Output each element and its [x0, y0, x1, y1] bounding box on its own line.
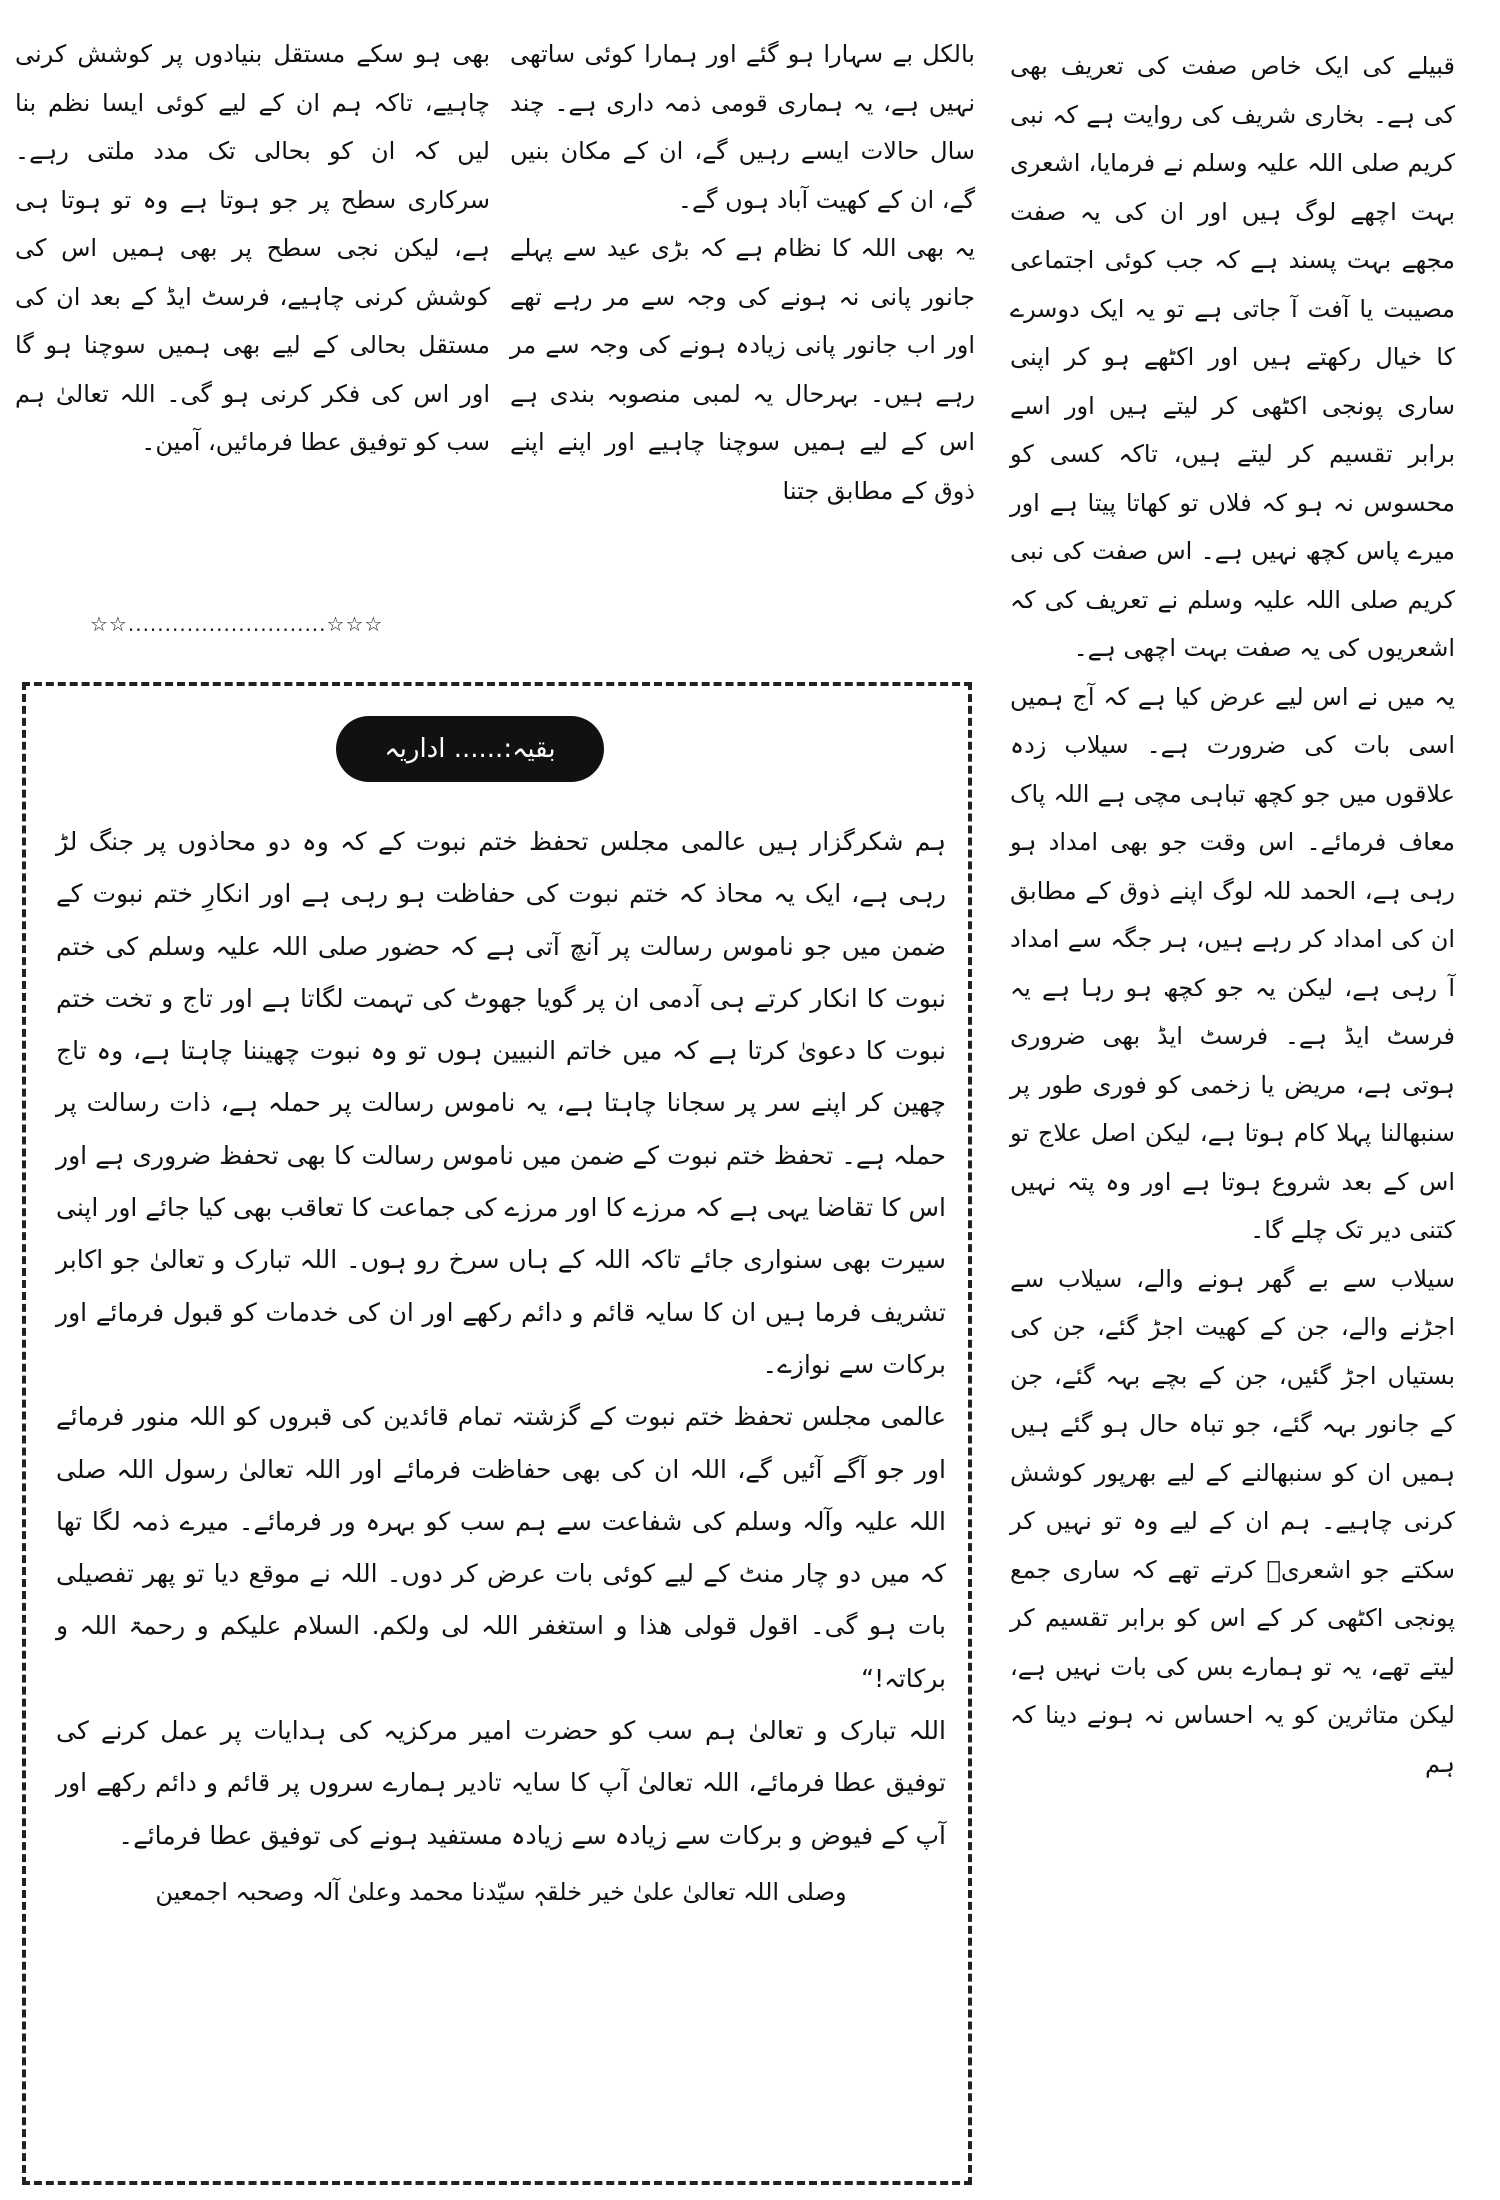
paragraph: ہم شکرگزار ہیں عالمی مجلس تحفظ ختم نبوت کے کہ وہ دو محاذوں پر جنگ لڑ رہی ہے، ایک یہ محاذ کہ ختم نبوت کی حفاظت ہو رہی ہے اور انکارِ ختم نبوت کے ضمن میں جو ناموس رسالت پر آنچ آتی ہے کہ حضور صلی اللہ علیہ وسلم کی ختم نبوت کا انکار کرتے ہی آدمی ان پر گویا جھوٹ کی تہمت لگاتا ہے اور تاج و تخت ختم نبوت کا دعویٰ کرتا ہے کہ میں خاتم النبیین ہوں تو وہ نبوت چھیننا چاہتا ہے، وہ تاج چھین کر اپنے سر پر سجانا چاہتا ہے، یہ ناموس رسالت پر حملہ ہے، ذات رسالت پر حملہ ہے۔ تحفظ ختم نبوت کے ضمن میں ناموس رسالت کا بھی تحفظ ضروری ہے اور اس کا تقاضا یہی ہے کہ مرزے کا اور مرزے کی جماعت کا تعاقب بھی کیا جائے اور اپنی سیرت بھی سنواری جائے تاکہ اللہ کے ہاں سرخ رو ہوں۔ اللہ تبارک و تعالیٰ جو اکابر تشریف فرما ہیں ان کا سایہ قائم و دائم رکھے اور ان کی خدمات کو قبول فرمائے اور برکات سے نوازے۔ [56, 827, 946, 1379]
article-column-left [15, 30, 490, 467]
editorial-badge: بقیہ:...... اداریہ [336, 716, 604, 782]
article-column-middle [510, 30, 975, 515]
paragraph: یہ میں نے اس لیے عرض کیا ہے کہ آج ہمیں اسی بات کی ضرورت ہے۔ سیلاب زدہ علاقوں میں جو کچھ تباہی مچی ہے اللہ پاک معاف فرمائے۔ اس وقت جو بھی امداد ہو رہی ہے، الحمد للہ لوگ اپنے ذوق کے مطابق ان کی امداد کر رہے ہیں، ہر جگہ سے امداد آ رہی ہے، لیکن یہ جو کچھ ہو رہا ہے یہ فرسٹ ایڈ ہے۔ فرسٹ ایڈ بھی ضروری ہوتی ہے، مریض یا زخمی کو فوری طور پر سنبھالنا پہلا کام ہوتا ہے، لیکن اصل علاج تو اس کے بعد شروع ہوتا ہے اور وہ پتہ نہیں کتنی دیر تک چلے گا۔ [1010, 682, 1455, 1244]
paragraph: بالکل بے سہارا ہو گئے اور ہمارا کوئی ساتھی نہیں ہے، یہ ہماری قومی ذمہ داری ہے۔ چند سال حالات ایسے رہیں گے، ان کے مکان بنیں گے، ان کے کھیت آباد ہوں گے۔ [510, 40, 975, 214]
paragraph: اللہ تبارک و تعالیٰ ہم سب کو حضرت امیر مرکزیہ کی ہدایات پر عمل کرنے کی توفیق عطا فرمائے، اللہ تعالیٰ آپ کا سایہ تادیر ہمارے سروں پر قائم و دائم رکھے اور آپ کے فیوض و برکات سے زیادہ سے زیادہ مستفید ہونے کی توفیق عطا فرمائے۔ [56, 1716, 946, 1850]
closing-line: وصلی اللہ تعالیٰ علیٰ خیر خلقہٖ سیّدنا محمد وعلیٰ آلہ وصحبہ اجمعین [155, 1877, 847, 1906]
paragraph: سیلاب سے بے گھر ہونے والے، سیلاب سے اجڑنے والے، جن کے کھیت اجڑ گئے، جن کی بستیاں اجڑ گئیں، جن کے بچے بہہ گئے، جن کے جانور بہہ گئے، جو تباہ حال ہو گئے ہیں ہمیں ان کو سنبھالنے کے لیے بھرپور کوشش کرنی چاہیے۔ ہم ان کے لیے وہ تو نہیں کر سکتے جو اشعریؓ کرتے تھے کہ ساری جمع پونجی اکٹھی کر کے اس کو برابر تقسیم کر لیتے تھے، یہ تو ہمارے بس کی بات نہیں ہے، لیکن متاثرین کو یہ احساس نہ ہونے دینا کہ ہم [1010, 1264, 1455, 1778]
editorial-body [56, 816, 946, 1918]
article-column-right [1010, 42, 1455, 1788]
paragraph: قبیلے کی ایک خاص صفت کی تعریف بھی کی ہے۔ بخاری شریف کی روایت ہے کہ نبی کریم صلی اللہ علیہ وسلم نے فرمایا، اشعری بہت اچھے لوگ ہیں اور ان کی یہ صفت مجھے بہت پسند ہے کہ جب کوئی اجتماعی مصیبت یا آفت آ جاتی ہے تو یہ ایک دوسرے کا خیال رکھتے ہیں اور اکٹھے ہو کر اپنی ساری پونجی اکٹھی کر لیتے ہیں اور اسے برابر تقسیم کر لیتے ہیں، تاکہ کسی کو محسوس نہ ہو کہ فلاں تو کھاتا پیتا ہے اور میرے پاس کچھ نہیں ہے۔ اس صفت کی نبی کریم صلی اللہ علیہ وسلم نے تعریف کی کہ اشعریوں کی یہ صفت بہت اچھی ہے۔ [1010, 52, 1455, 662]
paragraph: عالمی مجلس تحفظ ختم نبوت کے گزشتہ تمام قائدین کی قبروں کو اللہ منور فرمائے اور جو آگے آئیں گے، اللہ ان کی بھی حفاظت فرمائے اور اللہ تعالیٰ رسول اللہ صلی اللہ علیہ وآلہ وسلم کی شفاعت سے ہم سب کو بہرہ ور فرمائے۔ میرے ذمہ لگا تھا کہ میں دو چار منٹ کے لیے کوئی بات عرض کر دوں۔ اللہ نے موقع دیا تو پھر تفصیلی بات ہو گی۔ اقول قولی ھذا و استغفر اللہ لی ولکم. السلام علیکم و رحمۃ اللہ و برکاتہ!“ [56, 1402, 946, 1693]
star-separator: ☆☆...........................☆☆☆ [90, 612, 384, 636]
paragraph: بھی ہو سکے مستقل بنیادوں پر کوشش کرنی چاہیے، تاکہ ہم ان کے لیے کوئی ایسا نظم بنا لیں کہ ان کو بحالی تک مدد ملتی رہے۔ سرکاری سطح پر جو ہوتا ہے وہ تو ہوتا ہی ہے، لیکن نجی سطح پر بھی ہمیں اس کی کوشش کرنی چاہیے، فرسٹ ایڈ کے بعد ان کی مستقل بحالی کے لیے بھی ہمیں سوچنا ہو گا اور اس کی فکر کرنی ہو گی۔ اللہ تعالیٰ ہم سب کو توفیق عطا فرمائیں، آمین۔ [15, 40, 490, 456]
paragraph: یہ بھی اللہ کا نظام ہے کہ بڑی عید سے پہلے جانور پانی نہ ہونے کی وجہ سے مر رہے تھے اور اب جانور پانی زیادہ ہونے کی وجہ سے مر رہے ہیں۔ بہرحال یہ لمبی منصوبہ بندی ہے اس کے لیے ہمیں سوچنا چاہیے اور اپنے اپنے ذوق کے مطابق جتنا [510, 234, 975, 505]
editorial-box [22, 682, 972, 2185]
